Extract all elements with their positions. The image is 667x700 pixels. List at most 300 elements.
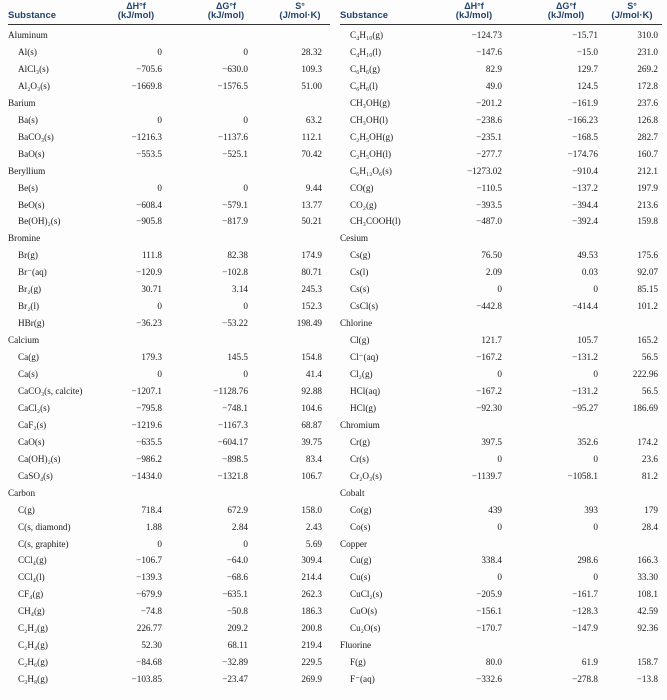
entropy-value: 83.4	[305, 453, 322, 464]
group-heading	[340, 232, 662, 245]
entropy-value: 2.43	[305, 521, 322, 532]
table-header-right	[340, 0, 662, 25]
entropy-value: 85.15	[637, 284, 658, 295]
enthalpy-value: 0	[157, 369, 162, 379]
entropy-value: 92.36	[637, 623, 658, 634]
enthalpy-value: −36.23	[136, 318, 162, 329]
element-group-name: Copper	[340, 538, 368, 549]
table-row	[340, 571, 662, 584]
table-row	[340, 199, 662, 212]
table-row	[8, 249, 330, 262]
gibbs-value: −161.7	[572, 589, 598, 600]
header-entropy-unit: (J/mol·K)	[611, 10, 653, 21]
enthalpy-value: −235.1	[476, 131, 502, 142]
substance-name: C(s, diamond)	[18, 521, 71, 532]
table-row	[340, 63, 662, 76]
gibbs-value: −166.23	[567, 114, 598, 125]
enthalpy-value: −139.3	[136, 572, 162, 583]
gibbs-value: 0	[243, 301, 248, 312]
substance-name: BaCO₃(s)	[18, 131, 54, 142]
element-group-name: Carbon	[8, 487, 36, 498]
entropy-value: 92.88	[301, 385, 322, 396]
header-entropy	[270, 1, 330, 21]
table-row	[340, 673, 662, 686]
enthalpy-value: −124.73	[471, 30, 502, 40]
element-group-name: Cobalt	[340, 487, 365, 498]
table-row	[340, 402, 662, 415]
table-row	[340, 266, 662, 279]
entropy-value: 42.59	[637, 606, 658, 617]
entropy-value: 262.3	[301, 589, 322, 600]
table-row	[8, 419, 330, 432]
element-group-name: Barium	[8, 97, 36, 108]
substance-name: C₂H₆(g)	[18, 657, 48, 668]
entropy-value: 310.0	[637, 30, 658, 40]
substance-name: HCl(g)	[350, 402, 377, 413]
table-row	[8, 283, 330, 296]
entropy-value: 68.87	[301, 419, 322, 430]
substance-name: Al₂O₃(s)	[18, 80, 50, 91]
entropy-value: 63.2	[305, 114, 322, 125]
enthalpy-value: 0	[497, 369, 502, 379]
table-row	[340, 436, 662, 449]
entropy-value: 81.2	[641, 470, 658, 481]
enthalpy-value: −795.8	[136, 402, 162, 413]
entropy-value: 309.4	[301, 555, 322, 566]
entropy-value: 9.44	[305, 182, 322, 193]
enthalpy-value: 0	[497, 572, 502, 583]
gibbs-value: −53.22	[222, 318, 248, 329]
table-row	[340, 656, 662, 669]
enthalpy-value: 226.77	[136, 623, 162, 634]
element-group-name: Beryllium	[8, 165, 46, 176]
element-group-name: Chlorine	[340, 318, 373, 329]
enthalpy-value: −106.7	[136, 555, 162, 566]
group-heading	[340, 419, 662, 432]
enthalpy-value: 397.5	[481, 436, 502, 447]
gibbs-value: −147.9	[572, 623, 598, 634]
entropy-value: 13.77	[301, 199, 322, 210]
element-group-name: Aluminum	[8, 30, 48, 40]
table-row	[8, 470, 330, 483]
table-row	[8, 215, 330, 228]
enthalpy-value: −147.6	[476, 46, 502, 57]
gibbs-value: −525.1	[222, 148, 248, 159]
gibbs-value: −137.2	[572, 182, 598, 193]
enthalpy-value: −167.2	[476, 352, 502, 363]
substance-name: CaCl₂(s)	[18, 402, 50, 413]
table-row	[340, 588, 662, 601]
table-row	[8, 148, 330, 161]
enthalpy-value: −156.1	[476, 606, 502, 617]
enthalpy-value: −1273.02	[466, 165, 502, 176]
enthalpy-value: −277.7	[476, 148, 502, 159]
entropy-value: 80.71	[301, 267, 322, 278]
entropy-value: 28.32	[301, 46, 322, 57]
enthalpy-value: 30.71	[141, 284, 162, 295]
enthalpy-value: −679.9	[136, 589, 162, 600]
table-row	[8, 605, 330, 618]
table-row	[8, 351, 330, 364]
enthalpy-value: 718.4	[141, 504, 162, 515]
gibbs-value: −161.9	[572, 97, 598, 108]
entropy-value: 175.6	[637, 250, 658, 261]
gibbs-value: 0.03	[581, 267, 598, 278]
enthalpy-value: 179.3	[141, 352, 162, 363]
entropy-value: 159.8	[637, 216, 658, 227]
enthalpy-value: 0	[157, 301, 162, 312]
substance-name: Cr(g)	[350, 436, 370, 447]
gibbs-value: 105.7	[577, 335, 598, 346]
gibbs-value: 0	[243, 369, 248, 379]
enthalpy-value: 1.88	[145, 521, 162, 532]
gibbs-value: 352.6	[577, 436, 598, 447]
enthalpy-value: −205.9	[476, 589, 502, 600]
entropy-value: 28.4	[641, 521, 658, 532]
substance-name: Cu(g)	[350, 555, 372, 566]
substance-name: Cs(l)	[350, 267, 369, 278]
gibbs-value: −95.27	[572, 402, 598, 413]
enthalpy-value: 80.0	[485, 657, 502, 668]
header-gibbs	[538, 1, 594, 21]
entropy-value: 229.5	[301, 657, 322, 668]
substance-name: Cs(g)	[350, 250, 371, 261]
substance-name: CuO(s)	[350, 606, 378, 617]
gibbs-value: 61.9	[581, 657, 598, 668]
gibbs-value: −15.0	[576, 46, 598, 57]
entropy-value: 186.69	[632, 402, 658, 413]
gibbs-value: 3.14	[231, 284, 248, 295]
entropy-value: 174.2	[637, 436, 658, 447]
table-row	[8, 63, 330, 76]
gibbs-value: −32.89	[222, 657, 248, 668]
substance-name: C₃H₈(g)	[18, 674, 48, 685]
element-group-name: Chromium	[340, 419, 380, 430]
substance-name: Cu₂O(s)	[350, 623, 381, 634]
group-heading	[340, 317, 662, 330]
table-row	[340, 114, 662, 127]
table-row	[340, 249, 662, 262]
substance-name: Ca(g)	[18, 352, 39, 363]
gibbs-value: 0	[593, 521, 598, 532]
entropy-value: 158.0	[301, 504, 322, 515]
table-row	[8, 554, 330, 567]
table-row	[8, 402, 330, 415]
element-group-name: Bromine	[8, 233, 41, 244]
table-row	[8, 673, 330, 686]
enthalpy-value: −201.2	[476, 97, 502, 108]
gibbs-value: −579.1	[222, 199, 248, 210]
substance-name: CH₄(g)	[18, 606, 45, 617]
entropy-value: 51.00	[301, 80, 322, 91]
substance-name: Co(s)	[350, 521, 371, 532]
enthalpy-value: −986.2	[136, 453, 162, 464]
substance-name: CH₃OH(g)	[350, 97, 390, 108]
entropy-value: 198.49	[296, 318, 322, 329]
header-gibbs-symbol: ΔG°f	[215, 1, 237, 11]
group-heading	[8, 334, 330, 347]
entropy-value: 50.21	[301, 216, 322, 227]
substance-name: C(s, graphite)	[18, 538, 69, 549]
substance-name: CsCl(s)	[350, 301, 379, 312]
entropy-value: 23.6	[641, 453, 658, 464]
substance-name: Cl₂(g)	[350, 369, 373, 379]
gibbs-value: 393	[584, 504, 598, 515]
enthalpy-value: −487.0	[476, 216, 502, 227]
table-row	[8, 504, 330, 517]
table-row	[340, 165, 662, 178]
table-row	[8, 80, 330, 93]
header-entropy-symbol: S°	[295, 1, 305, 11]
substance-name: F(g)	[350, 657, 366, 668]
group-heading	[8, 232, 330, 245]
substance-name: CuCl₂(s)	[350, 589, 383, 600]
gibbs-value: −102.8	[222, 267, 248, 278]
enthalpy-value: −1216.3	[131, 131, 162, 142]
enthalpy-value: −1207.1	[131, 385, 162, 396]
entropy-value: 109.3	[301, 63, 322, 74]
entropy-value: 33.30	[637, 572, 658, 583]
enthalpy-value: −92.30	[476, 402, 502, 413]
group-heading	[340, 538, 662, 551]
enthalpy-value: −442.8	[476, 301, 502, 312]
enthalpy-value: 0	[497, 521, 502, 532]
gibbs-value: −635.1	[222, 589, 248, 600]
enthalpy-value: −608.4	[136, 199, 162, 210]
gibbs-value: −278.8	[572, 674, 598, 685]
gibbs-value: −1167.3	[217, 419, 248, 430]
gibbs-value: −131.2	[572, 385, 598, 396]
header-substance	[340, 11, 420, 21]
substance-name: Co(g)	[350, 504, 372, 515]
gibbs-value: −174.76	[567, 148, 598, 159]
table-row	[340, 300, 662, 313]
group-heading	[8, 487, 330, 500]
substance-name: CH₃COOH(l)	[350, 216, 401, 227]
table-left-half	[8, 0, 330, 685]
table-row	[8, 639, 330, 652]
substance-name: Al(s)	[18, 46, 37, 57]
gibbs-value: 0	[593, 572, 598, 583]
enthalpy-value: −120.9	[136, 267, 162, 278]
gibbs-value: −898.5	[222, 453, 248, 464]
enthalpy-value: 0	[157, 46, 162, 57]
entropy-value: 56.5	[641, 385, 658, 396]
entropy-value: 237.6	[637, 97, 658, 108]
substance-name: CO₂(g)	[350, 199, 377, 210]
gibbs-value: 672.9	[227, 504, 248, 515]
entropy-value: 56.5	[641, 352, 658, 363]
substance-name: Br₂(g)	[18, 284, 42, 295]
substance-name: C₆H₆(l)	[350, 80, 378, 91]
group-heading	[8, 165, 330, 178]
enthalpy-value: −1139.7	[471, 470, 502, 481]
entropy-value: 222.96	[632, 369, 658, 379]
substance-name: C₆H₆(g)	[350, 63, 380, 74]
enthalpy-value: 0	[497, 284, 502, 295]
gibbs-value: 2.84	[231, 521, 248, 532]
gibbs-value: −128.3	[572, 606, 598, 617]
substance-name: Ba(s)	[18, 114, 38, 125]
header-enthalpy	[446, 1, 502, 21]
table-row	[8, 131, 330, 144]
gibbs-value: 82.38	[227, 250, 248, 261]
substance-name: Be(s)	[18, 182, 38, 193]
substance-name: CH₃OH(l)	[350, 114, 388, 125]
enthalpy-value: 439	[488, 504, 502, 515]
gibbs-value: −23.47	[222, 674, 248, 685]
table-row	[340, 504, 662, 517]
table-row	[340, 29, 662, 42]
gibbs-value: 124.5	[577, 80, 598, 91]
enthalpy-value: −238.6	[476, 114, 502, 125]
header-enthalpy-symbol: ΔH°f	[464, 1, 484, 11]
table-row	[8, 453, 330, 466]
gibbs-value: −50.8	[226, 606, 248, 617]
gibbs-value: 0	[243, 46, 248, 57]
substance-name: Br(g)	[18, 250, 38, 261]
substance-name: Cl⁻(aq)	[350, 352, 379, 363]
entropy-value: 165.2	[637, 335, 658, 346]
table-row	[8, 266, 330, 279]
gibbs-value: 49.53	[577, 250, 598, 261]
gibbs-value: −817.9	[222, 216, 248, 227]
gibbs-value: −168.5	[572, 131, 598, 142]
header-entropy	[602, 1, 662, 21]
substance-name: Ca(OH)₂(s)	[18, 453, 61, 464]
gibbs-value: 0	[243, 182, 248, 193]
entropy-value: 154.8	[301, 352, 322, 363]
table-row	[340, 521, 662, 534]
gibbs-value: 68.11	[227, 640, 248, 651]
table-row	[340, 453, 662, 466]
entropy-value: 101.2	[637, 301, 658, 312]
enthalpy-value: −905.8	[136, 216, 162, 227]
gibbs-value: −1321.8	[217, 470, 248, 481]
table-row	[340, 622, 662, 635]
enthalpy-value: 2.09	[485, 267, 502, 278]
substance-name: C₄H₁₀(l)	[350, 46, 382, 57]
entropy-value: 92.07	[637, 267, 658, 278]
substance-name: Br⁻(aq)	[18, 267, 47, 278]
substance-name: C(g)	[18, 504, 35, 515]
entropy-value: 172.8	[637, 80, 658, 91]
gibbs-value: −748.1	[222, 402, 248, 413]
table-row	[8, 199, 330, 212]
enthalpy-value: −167.2	[476, 385, 502, 396]
header-substance-label: Substance	[8, 10, 57, 21]
header-enthalpy-unit: (kJ/mol)	[117, 10, 155, 21]
header-entropy-unit: (J/mol·K)	[279, 10, 321, 21]
gibbs-value: −1058.1	[567, 470, 598, 481]
enthalpy-value: 0	[497, 453, 502, 464]
substance-name: HCl(aq)	[350, 385, 381, 396]
entropy-value: 200.8	[301, 623, 322, 634]
group-heading	[8, 29, 330, 42]
entropy-value: 186.3	[301, 606, 322, 617]
table-row	[340, 131, 662, 144]
gibbs-value: 0	[593, 369, 598, 379]
enthalpy-value: −705.6	[136, 63, 162, 74]
entropy-value: 158.7	[637, 657, 658, 668]
entropy-value: 174.9	[301, 250, 322, 261]
enthalpy-value: 76.50	[481, 250, 502, 261]
table-row	[8, 182, 330, 195]
enthalpy-value: 52.30	[141, 640, 162, 651]
substance-name: CaO(s)	[18, 436, 45, 447]
table-right-half	[340, 0, 662, 685]
group-heading	[340, 639, 662, 652]
element-group-name: Fluorine	[340, 640, 372, 651]
table-row	[340, 148, 662, 161]
table-row	[8, 521, 330, 534]
substance-name: BeO(s)	[18, 199, 45, 210]
entropy-value: 152.3	[301, 301, 322, 312]
substance-name: C₄H₁₀(g)	[350, 30, 384, 40]
table-row	[8, 436, 330, 449]
substance-name: F⁻(aq)	[350, 674, 375, 685]
gibbs-value: −1128.76	[213, 385, 248, 396]
entropy-value: 5.69	[305, 538, 322, 549]
gibbs-value: −392.4	[572, 216, 598, 227]
gibbs-value: −630.0	[222, 63, 248, 74]
entropy-value: 126.8	[637, 114, 658, 125]
gibbs-value: −1576.5	[217, 80, 248, 91]
enthalpy-value: −553.5	[136, 148, 162, 159]
table-row	[340, 470, 662, 483]
table-row	[340, 182, 662, 195]
header-entropy-symbol: S°	[627, 1, 637, 11]
table-row	[340, 215, 662, 228]
gibbs-value: 209.2	[227, 623, 248, 634]
table-row	[8, 317, 330, 330]
enthalpy-value: 338.4	[481, 555, 502, 566]
entropy-value: 213.6	[637, 199, 658, 210]
entropy-value: 160.7	[637, 148, 658, 159]
gibbs-value: 0	[593, 453, 598, 464]
enthalpy-value: −110.5	[476, 182, 502, 193]
entropy-value: 269.2	[637, 63, 658, 74]
header-substance	[8, 11, 88, 21]
enthalpy-value: −1669.8	[131, 80, 162, 91]
element-group-name: Calcium	[8, 335, 40, 346]
substance-name: CCl₄(l)	[18, 572, 45, 583]
group-heading	[8, 97, 330, 110]
substance-name: Ca(s)	[18, 369, 38, 379]
gibbs-value: −68.6	[226, 572, 248, 583]
table-row	[8, 656, 330, 669]
enthalpy-value: −74.8	[140, 606, 162, 617]
gibbs-value: 0	[243, 114, 248, 125]
entropy-value: 104.6	[301, 402, 322, 413]
enthalpy-value: −1219.6	[131, 419, 162, 430]
table-row	[340, 80, 662, 93]
entropy-value: 197.9	[637, 182, 658, 193]
table-row	[8, 368, 330, 381]
enthalpy-value: −103.85	[131, 674, 162, 685]
header-gibbs	[198, 1, 254, 21]
entropy-value: 214.4	[301, 572, 322, 583]
substance-name: C₂H₂(g)	[18, 623, 48, 634]
substance-name: BaO(s)	[18, 148, 45, 159]
header-enthalpy-symbol: ΔH°f	[126, 1, 146, 11]
gibbs-value: 129.7	[577, 63, 598, 74]
substance-name: Br₂(l)	[18, 301, 40, 312]
enthalpy-value: −635.5	[136, 436, 162, 447]
table-row	[8, 571, 330, 584]
enthalpy-value: −332.6	[476, 674, 502, 685]
substance-name: C₂H₅OH(l)	[350, 148, 392, 159]
